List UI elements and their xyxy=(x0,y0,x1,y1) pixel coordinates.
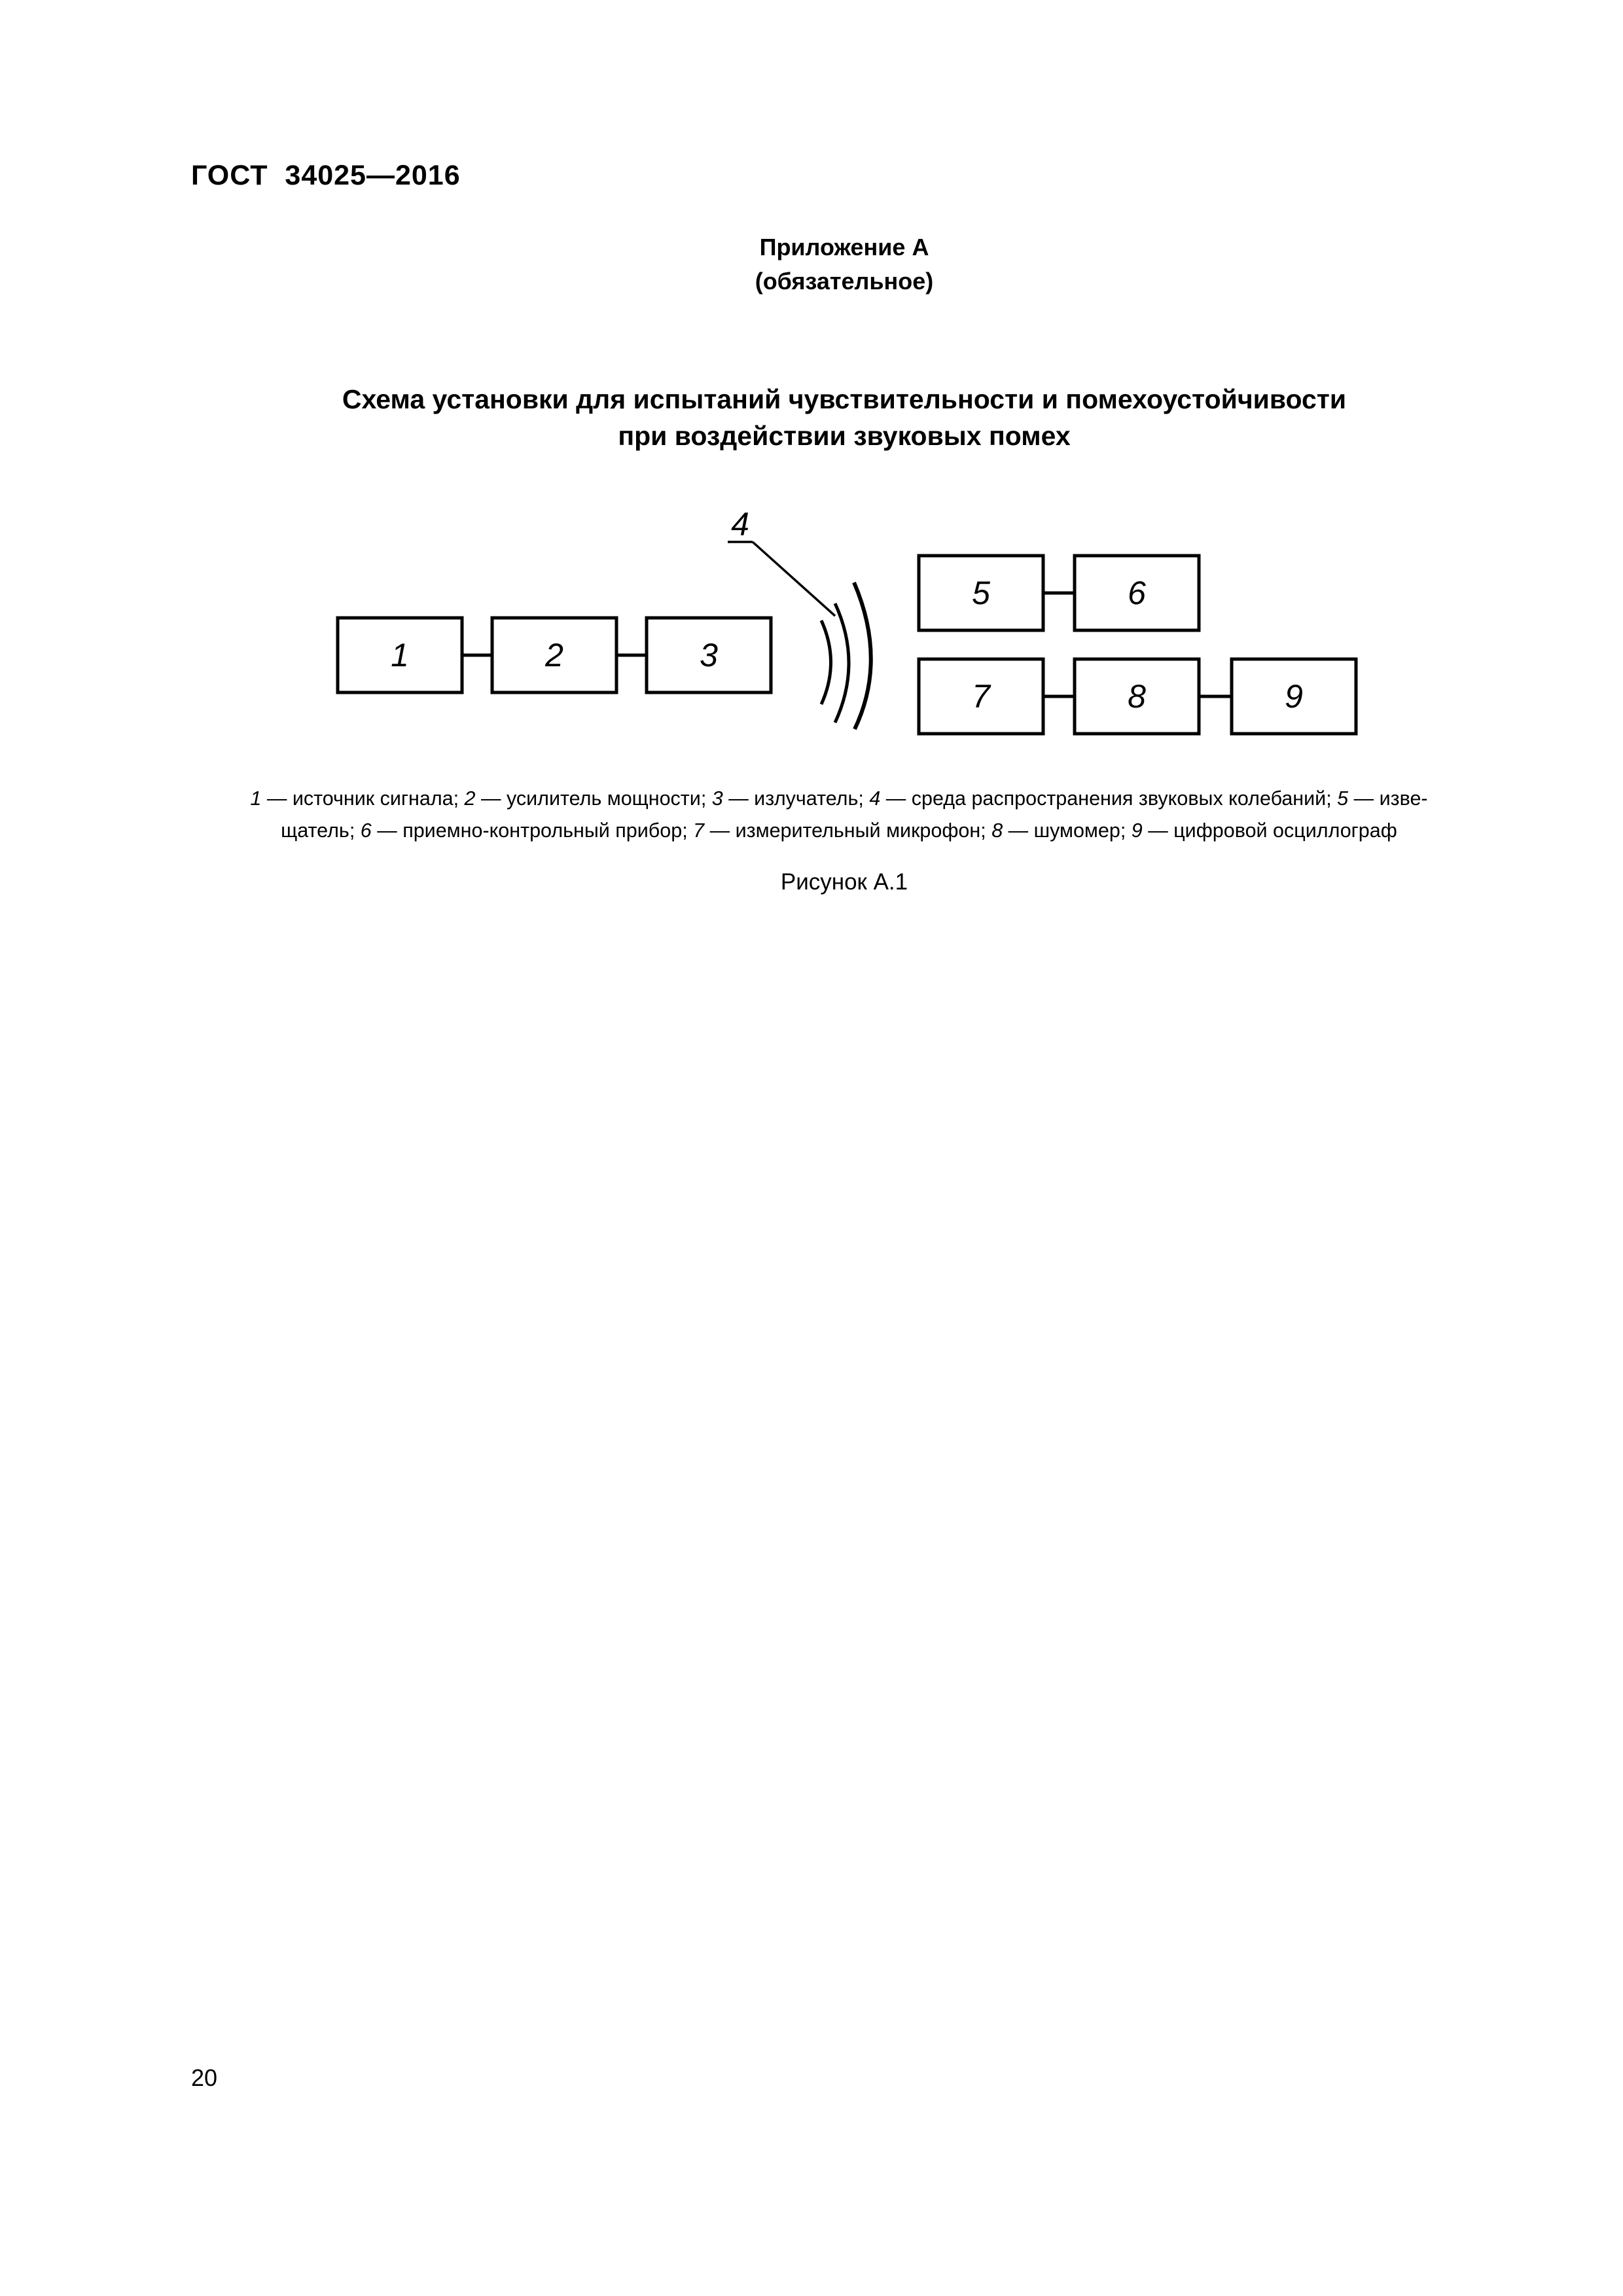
legend-line-1 xyxy=(191,783,1487,815)
sound-wave-arc-middle xyxy=(835,603,849,723)
legend-text: — приемно-контрольный прибор; xyxy=(371,819,694,842)
callout-leader xyxy=(753,542,835,616)
block-8-label: 8 xyxy=(1128,678,1146,715)
legend-num: 7 xyxy=(693,819,705,842)
block-7-label: 7 xyxy=(972,678,990,715)
legend-num: 2 xyxy=(464,787,476,810)
figure-legend xyxy=(191,783,1487,847)
appendix-label: Приложение А xyxy=(759,234,929,260)
block-1-label: 1 xyxy=(391,637,409,673)
legend-text: — излучатель; xyxy=(722,787,870,810)
legend-text: — усилитель мощности; xyxy=(475,787,712,810)
callout-label-4: 4 xyxy=(731,506,749,543)
figure-caption: Рисунок А.1 xyxy=(780,869,908,895)
page-number: 20 xyxy=(191,2064,218,2091)
legend-num: 5 xyxy=(1337,787,1349,810)
legend-text: — источник сигнала; xyxy=(261,787,465,810)
legend-num: 1 xyxy=(250,787,262,810)
block-9-label: 9 xyxy=(1285,678,1303,715)
standard-code: ГОСТ 34025—2016 xyxy=(191,160,461,191)
sound-wave-arc-outer xyxy=(854,583,871,729)
legend-num: 9 xyxy=(1131,819,1143,842)
appendix-status: (обязательное) xyxy=(755,268,934,295)
legend-text: — среда распространения звуковых колебаний; xyxy=(880,787,1338,810)
figure-title-line-1: Схема установки для испытаний чувствительности и помехоустойчивости xyxy=(342,384,1347,414)
figure-title-line-2: при воздействии звуковых помех xyxy=(618,421,1071,451)
legend-num: 4 xyxy=(869,787,881,810)
legend-line-2 xyxy=(191,815,1487,847)
block-3-label: 3 xyxy=(700,637,718,673)
legend-text: — изве- xyxy=(1348,787,1428,810)
block-2-label: 2 xyxy=(545,637,563,673)
block-6-label: 6 xyxy=(1128,575,1146,611)
setup-diagram xyxy=(0,0,1623,772)
legend-num: 6 xyxy=(360,819,372,842)
legend-num: 8 xyxy=(991,819,1003,842)
legend-text: щатель; xyxy=(281,819,361,842)
legend-text: — цифровой осциллограф xyxy=(1142,819,1397,842)
sound-wave-arc-inner xyxy=(821,620,831,704)
block-5-label: 5 xyxy=(972,575,990,611)
legend-num: 3 xyxy=(711,787,723,810)
legend-text: — шумомер; xyxy=(1003,819,1132,842)
legend-text: — измерительный микрофон; xyxy=(704,819,992,842)
